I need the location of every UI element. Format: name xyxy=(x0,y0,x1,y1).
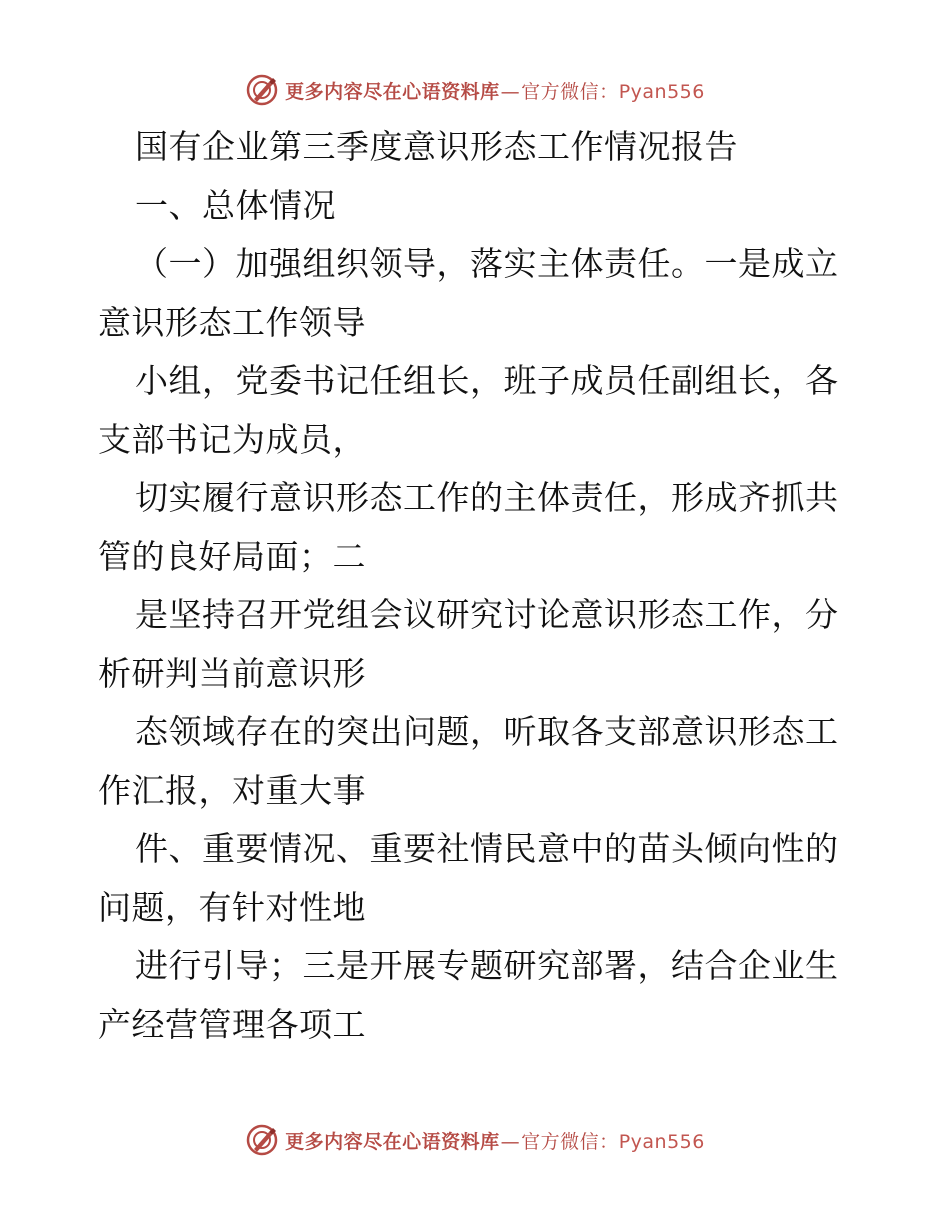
header-watermark xyxy=(0,70,950,110)
watermark-wechat-label: 官方微信： xyxy=(521,80,619,103)
paragraph-line: 产经营管理各项工 xyxy=(98,1004,366,1044)
paragraph-line: 件、重要情况、重要社情民意中的苗头倾向性的 xyxy=(135,829,839,868)
watermark-wechat-id: Pyan556 xyxy=(618,1130,705,1153)
watermark-brand: 更多内容尽在心语资料库 xyxy=(285,1130,500,1153)
paragraph-line: （一）加强组织领导，落实主体责任。一是成立 xyxy=(135,244,839,283)
paragraph-line: 小组，党委书记任组长，班子成员任副组长，各 xyxy=(135,361,839,400)
paragraph-line: 管的良好局面；二 xyxy=(98,536,366,576)
watermark-text xyxy=(285,1127,705,1154)
section-heading: 一、总体情况 xyxy=(135,185,336,225)
watermark-brand: 更多内容尽在心语资料库 xyxy=(285,80,500,103)
pen-logo-icon xyxy=(245,73,279,107)
watermark-wechat-id: Pyan556 xyxy=(618,80,705,103)
watermark-wechat-label: 官方微信： xyxy=(521,1130,619,1153)
paragraph-line: 问题，有针对性地 xyxy=(98,887,366,927)
paragraph-line: 进行引导；三是开展专题研究部署，结合企业生 xyxy=(135,946,839,985)
footer-watermark xyxy=(0,1120,950,1160)
paragraph-line: 态领域存在的突出问题，听取各支部意识形态工 xyxy=(135,712,839,751)
paragraph-line: 作汇报，对重大事 xyxy=(98,770,366,810)
watermark-separator: — xyxy=(500,1130,521,1153)
watermark-text xyxy=(285,77,705,104)
watermark-separator: — xyxy=(500,80,521,103)
paragraph-line: 切实履行意识形态工作的主体责任，形成齐抓共 xyxy=(135,478,839,517)
pen-logo-icon xyxy=(245,1123,279,1157)
paragraph-line: 是坚持召开党组会议研究讨论意识形态工作，分 xyxy=(135,595,839,634)
paragraph-line: 析研判当前意识形 xyxy=(98,653,366,693)
paragraph-line: 支部书记为成员， xyxy=(98,419,366,459)
document-body xyxy=(98,118,858,1054)
paragraph-line: 意识形态工作领导 xyxy=(98,302,366,342)
document-title: 国有企业第三季度意识形态工作情况报告 xyxy=(135,127,738,166)
